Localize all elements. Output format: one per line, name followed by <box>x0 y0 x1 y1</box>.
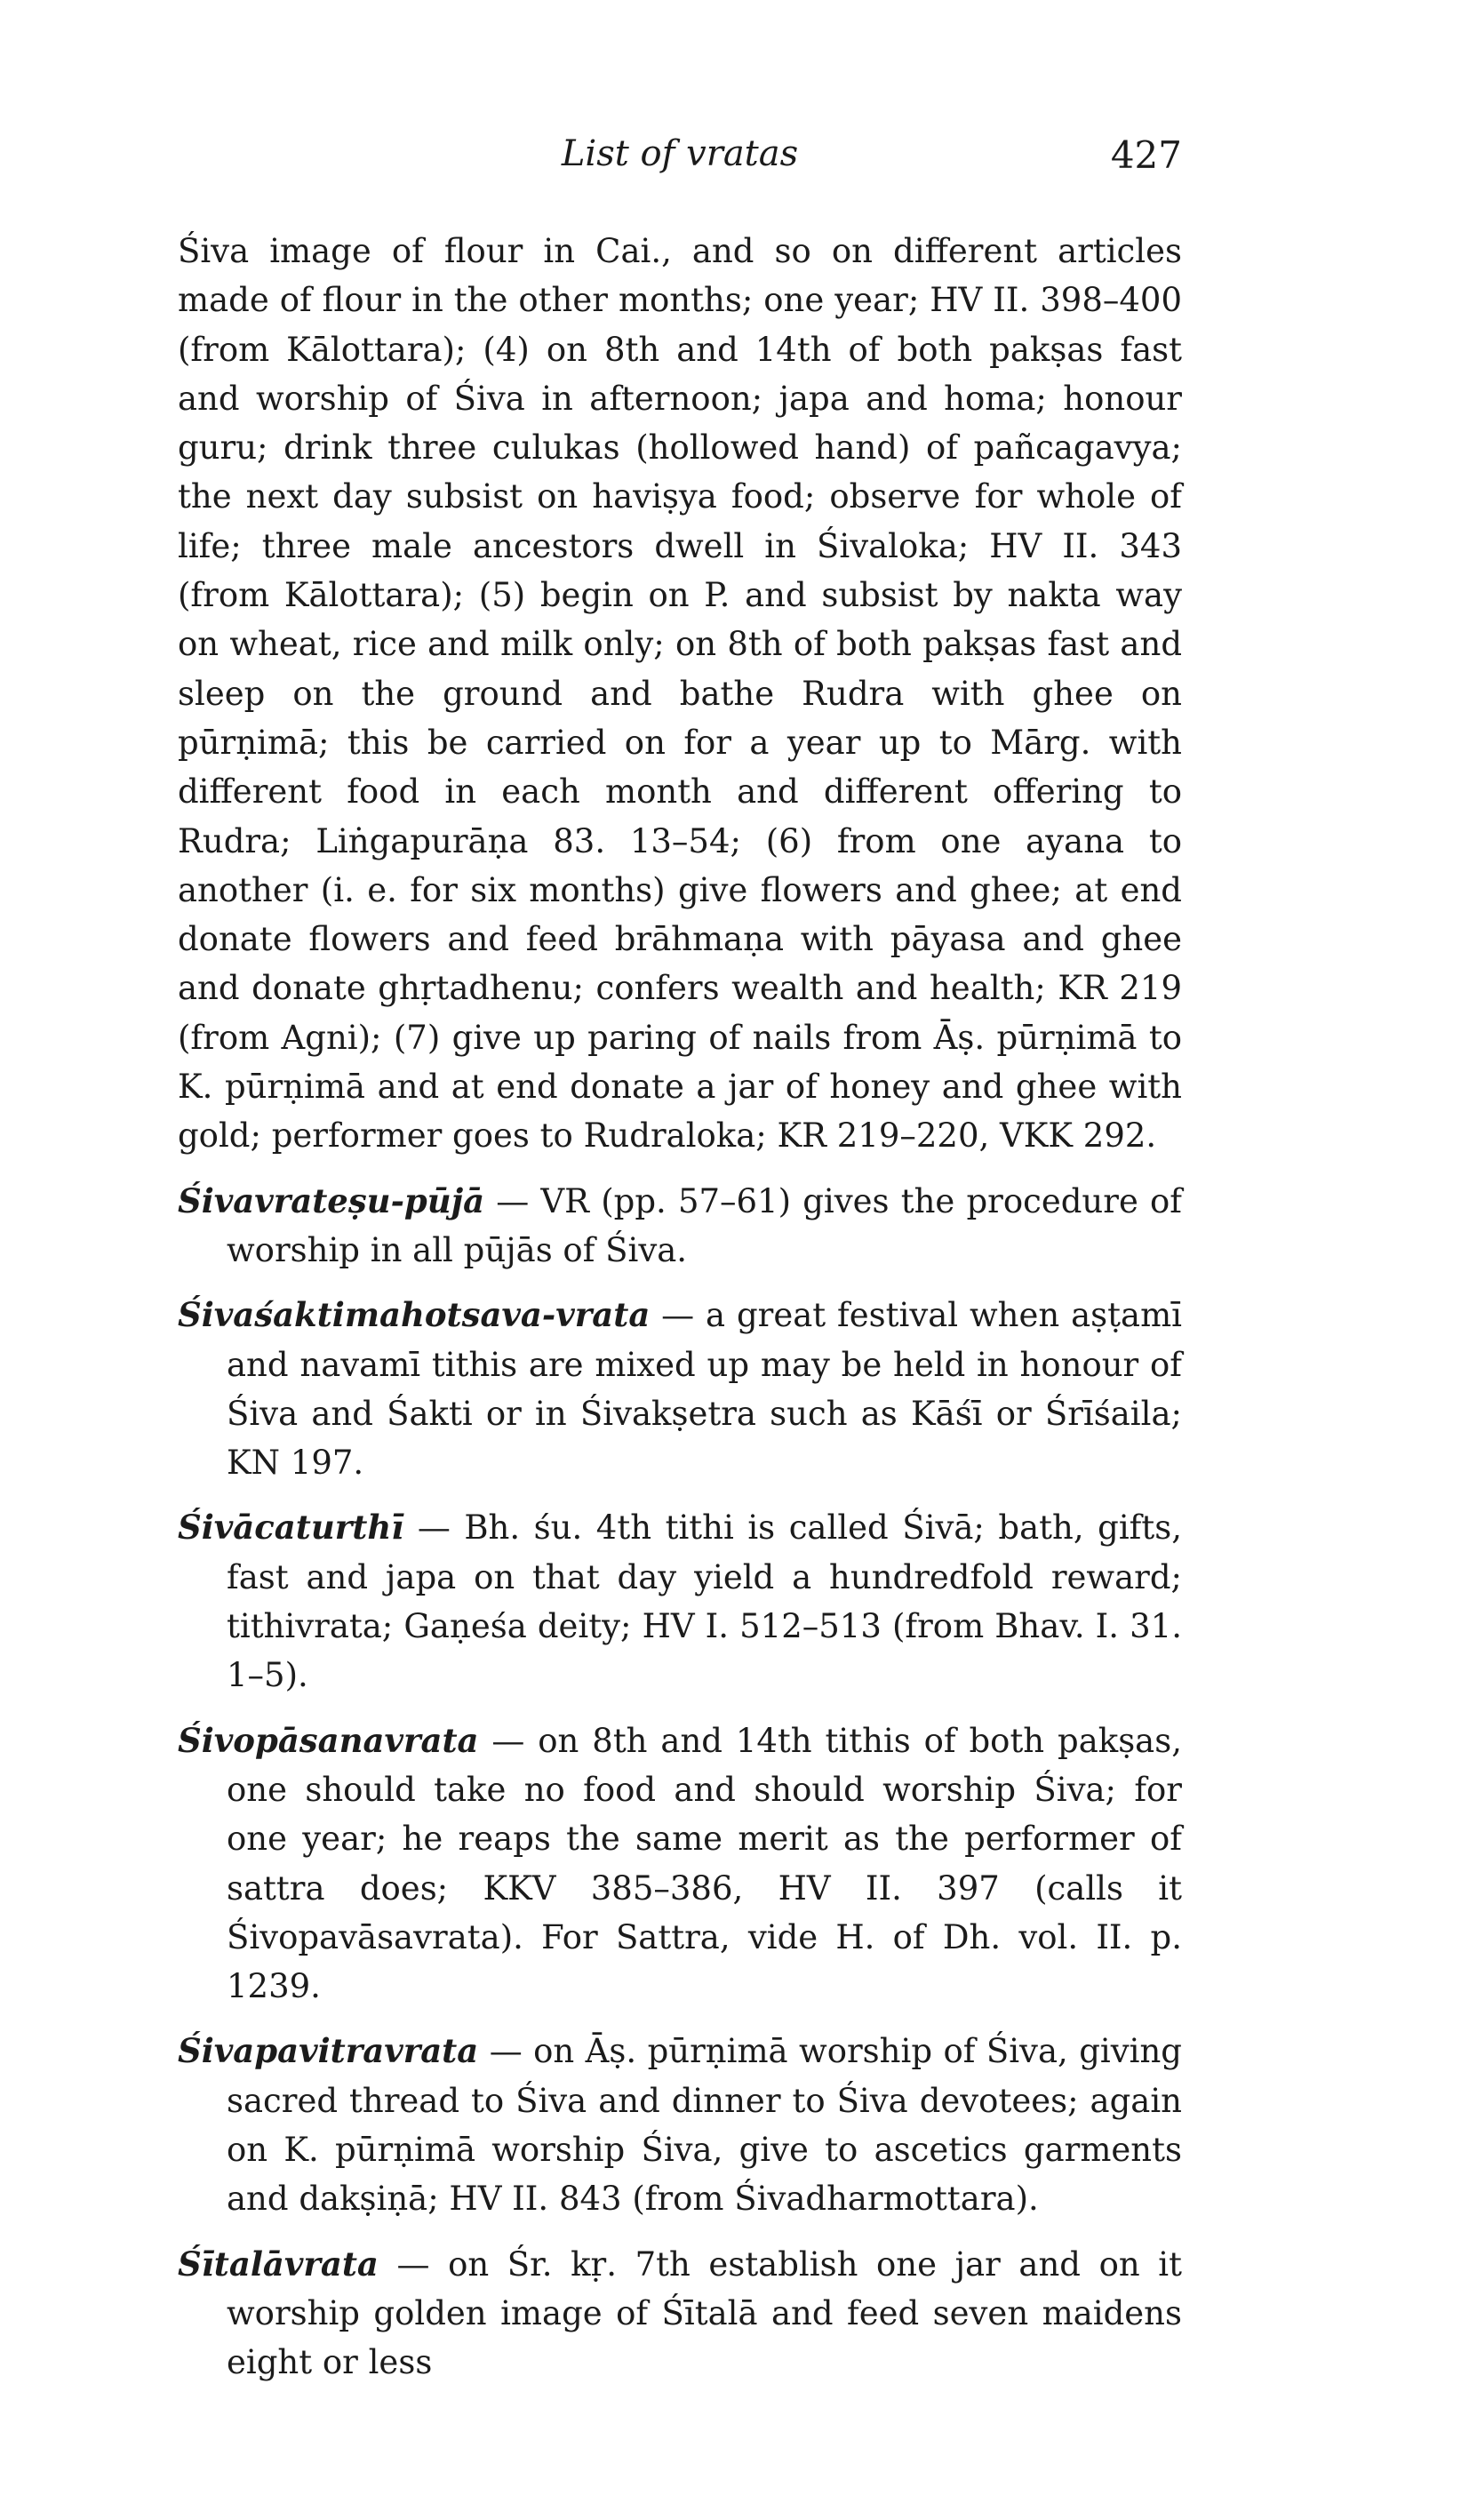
entry-text: — VR (pp. 57–61) gives the procedure of worship in all pūjās of Śiva. <box>227 1181 1182 1269</box>
entry-term: Śivācaturthī <box>178 1508 404 1548</box>
vrata-entry <box>178 1177 1182 1276</box>
vrata-entry <box>178 2240 1182 2388</box>
entry-text: — on Āṣ. pūrṇimā worship of Śiva, giving sacred thread to Śiva and dinner to Śiva devotees; again on K. pūrṇimā worship Śiva, give to ascetics garments and dakṣiṇā; HV II. 843 (from Śivadharmottara). <box>227 2032 1182 2219</box>
entry-term: Śivaśaktimahotsava-vrata <box>178 1295 651 1335</box>
vrata-entry <box>178 1503 1182 1700</box>
entry-text: — on 8th and 14th tithis of both pakṣas, one should take no food and should worship Śiva; for one year; he reaps the same merit as the performer of sattra does; KKV 385–386, HV II. 397 (calls it Śivopavāsavrata). For Sattra, vide H. of Dh. vol. II. p. 1239. <box>227 1721 1182 2006</box>
entry-term: Śītalāvrata <box>178 2244 379 2284</box>
vrata-entry <box>178 2027 1182 2223</box>
page-body <box>178 227 1182 2387</box>
entry-term: Śivavrateṣu-pūjā <box>178 1180 485 1220</box>
entry-text: — Bh. śu. 4th tithi is called Śivā; bath, gifts, fast and japa on that day yield a hundredfold reward; tithivrata; Gaṇeśa deity; HV I. 512–513 (from Bhav. I. 31. 1–5). <box>227 1508 1182 1695</box>
entry-text: — a great festival when aṣṭamī and navamī tithis are mixed up may be held in honour of Śiva and Śakti or in Śivakṣetra such as Kāśī or Śrīśaila; KN 197. <box>227 1296 1182 1483</box>
running-title: List of vratas <box>561 133 799 174</box>
entry-text: — on Śr. kṛ. 7th establish one jar and on it worship golden image of Śītalā and feed seven maidens eight or less <box>227 2244 1182 2382</box>
vrata-entry <box>178 1716 1182 2012</box>
page-number: 427 <box>1110 133 1182 177</box>
page-header <box>178 133 1182 187</box>
continuation-paragraph: Śiva image of flour in Cai., and so on different articles made of flour in the other months; one year; HV II. 398–400 (from Kālottara); (4) on 8th and 14th of both pakṣas fast and worship of Śiva in afternoon; japa and homa; honour guru; drink three culukas (hollowed hand) of pañcagavya; the next day subsist on haviṣya food; observe for whole of life; three male ancestors dwell in Śivaloka; HV II. 343 (from Kālottara); (5) begin on P. and subsist by nakta way on wheat, rice and milk only; on 8th of both pakṣas fast and sleep on the ground and bathe Rudra with ghee on pūrṇimā; this be carried on for a year up to Mārg. with different food in each month and different offering to Rudra; Liṅgapurāṇa 83. 13–54; (6) from one ayana to another (i. e. for six months) give flowers and ghee; at end donate flowers and feed brāhmaṇa with pāyasa and ghee and donate ghṛtadhenu; confers wealth and health; KR 219 (from Agni); (7) give up paring of nails from Āṣ. pūrṇimā to K. pūrṇimā and at end donate a jar of honey and ghee with gold; performer goes to Rudraloka; KR 219–220, VKK 292. <box>178 232 1182 1156</box>
vrata-entry <box>178 1291 1182 1487</box>
entry-term: Śivapavitravrata <box>178 2031 479 2071</box>
entry-term: Śivopāsanavrata <box>178 1720 479 1760</box>
